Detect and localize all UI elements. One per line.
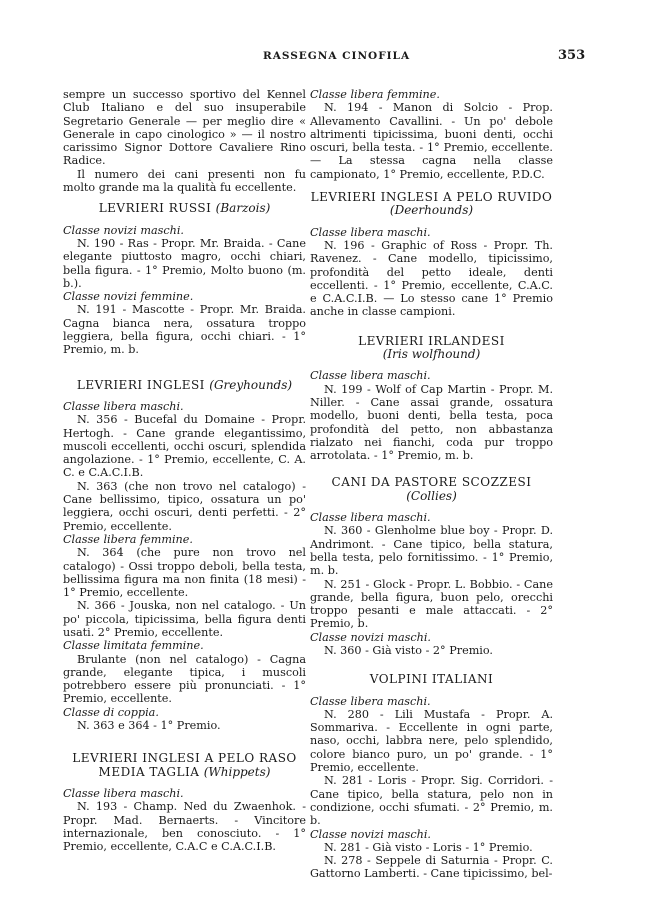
class-label: Classe di coppia. [63, 705, 159, 719]
section-heading-collies [310, 476, 553, 503]
class-label: Classe libera femmine. [63, 532, 193, 546]
section-title: LEVRIERI RUSSI [98, 201, 212, 216]
dog-entry: N. 360 - Glenholme blue boy - Propr. D. Andrimont. - Cane tipico, bella statura, bella testa, pelo fornitissimo. - 1° Premio, m. b. [310, 524, 553, 578]
class-label: Classe libera femmine. [310, 88, 440, 101]
class-label: Classe novizi maschi. [310, 630, 431, 644]
dog-entry: N. 363 (che non trovo nel catalogo) - Cane bellissimo, tipico, ossatura un po' leggiera, occhi oscuri, denti perfetti. - 2° Premio, eccellente. [63, 479, 306, 533]
dog-entry: N. 360 - Già visto - 2° Premio. [324, 643, 493, 657]
class-label: Classe libera maschi. [310, 511, 431, 525]
class-label: Classe libera maschi. [310, 225, 431, 239]
intro-paragraph: sempre un successo sportivo del Kennel Club Italiano e del suo insuperabile Segretario Generale — per meglio dire « Generale in capo cinologico » — il nostro carissimo Signor Dottore Cavaliere Rino Radice. [63, 88, 306, 168]
intro-paragraph: Il numero dei cani presenti non fu molto grande ma la qualità fu eccellente. [63, 167, 306, 195]
section-heading-levrieri-russi [63, 202, 306, 215]
class-label: Classe limitata femmine. [63, 639, 204, 653]
class-label: Classe novizi femmine. [63, 290, 194, 304]
dog-entry: N. 281 - Già visto - Loris - 1° Premio. [324, 840, 533, 854]
dog-entry: N. 196 - Graphic of Ross - Propr. Th. Ravenez. - Cane modello, tipicissimo, profondità del petto ideale, denti eccellenti. - 1° Premio, eccellente, C.A.C. e C.A.C.I.B. — Lo stesso cane 1° Premio anche in classe campioni. [310, 238, 553, 319]
section-title: LEVRIERI INGLESI A PELO RUVIDO [310, 190, 553, 205]
section-subtitle: (Iris wolfhound) [382, 347, 481, 362]
class-label: Classe libera maschi. [63, 786, 184, 800]
section-heading-deerhounds [310, 191, 553, 218]
section-subtitle: (Barzois) [215, 201, 271, 216]
dog-entry: N. 193 - Champ. Ned du Zwaenhok. - Propr. Mad. Bernaerts. - Vincitore internazionale, ben conosciuto. - 1° Premio, eccellente, C.A.C e C.A.C.I.B. [63, 800, 306, 854]
dog-entry: N. 191 - Mascotte - Propr. Mr. Braida. Cagna bianca nera, ossatura troppo leggiera, bella figura, occhi chiari. - 1° Premio, m. b. [63, 303, 306, 357]
running-title: RASSEGNA CINOFILA [263, 50, 411, 62]
class-label: Classe novizi maschi. [63, 223, 184, 237]
page-number: 353 [558, 48, 586, 63]
section-title: CANI DA PASTORE SCOZZESI [331, 475, 532, 490]
section-title: VOLPINI ITALIANI [369, 672, 494, 687]
section-heading-levrieri-irlandesi [310, 335, 553, 362]
class-label: Classe libera maschi. [310, 694, 431, 708]
section-title-line2: MEDIA TAGLIA [98, 764, 200, 779]
section-subtitle: (Whippets) [203, 764, 271, 779]
class-label: Classe libera maschi. [63, 399, 184, 413]
dog-entry: N. 278 - Seppele di Saturnia - Propr. C. Gattorno Lamberti. - Cane tipicissimo, bel- [310, 854, 553, 881]
section-heading-volpini-italiani [310, 673, 553, 686]
dog-entry: N. 190 - Ras - Propr. Mr. Braida. - Cane elegante piuttosto magro, occhi chiari, bella figura. - 1° Premio, Molto buono (m. b.). [63, 236, 306, 290]
section-subtitle: (Greyhounds) [209, 377, 293, 392]
section-subtitle: (Deerhounds) [389, 203, 474, 218]
right-column [310, 88, 553, 881]
section-subtitle: (Collies) [406, 488, 457, 503]
dog-entry: N. 194 - Manon di Solcio - Prop. Allevamento Cavallini. - Un po' debole altrimenti tipicissima, buoni denti, occhi oscuri, bella testa. - 1° Premio, eccellente. — La stessa cagna nella classe campionato, 1° Premio, eccellente, P.D.C. [310, 101, 553, 181]
dog-entry: N. 364 (che pure non trovo nel catalogo) - Ossi troppo deboli, bella testa, bellissima figura ma non finita (18 mesi) - 1° Premio, eccellente. [63, 546, 306, 600]
section-title: LEVRIERI IRLANDESI [358, 333, 505, 348]
dog-entry: N. 280 - Lili Mustafa - Propr. A. Sommariva. - Eccellente in ogni parte, naso, occhi, labbra nere, pelo splendido, colore bianco puro, un po' grande. - 1° Premio, eccellente. [310, 707, 553, 775]
left-column [63, 88, 306, 853]
dog-entry: N. 199 - Wolf of Cap Martin - Propr. M. Niller. - Cane assai grande, ossatura modello, buoni denti, bella testa, poca profondità del petto, non abbastanza rialzato nei fianchi, coda pur troppo arrotolata. - 1° Premio, m. b. [310, 382, 553, 463]
section-title: LEVRIERI INGLESI A PELO RASO [72, 751, 297, 766]
running-head [0, 48, 645, 68]
section-heading-levrieri-inglesi [63, 379, 306, 392]
section-heading-whippets [63, 752, 306, 779]
class-label: Classe libera maschi. [310, 369, 431, 383]
dog-entry: N. 251 - Glock - Propr. L. Bobbio. - Cane grande, bella figura, buon pelo, orecchi troppo pesanti e male attaccati. - 2° Premio, b. [310, 577, 553, 631]
dog-entry: N. 356 - Bucefal du Domaine - Propr. Hertogh. - Cane grande elegantissimo, muscoli eccellenti, occhi oscuri, splendida angolazione. - 1° Premio, eccellente, C. A. C. e C.A.C.I.B. [63, 413, 306, 480]
dog-entry: N. 366 - Jouska, non nel catalogo. - Un po' piccola, tipicissima, bella figura denti usati. 2° Premio, eccellente. [63, 599, 306, 639]
class-label: Classe novizi maschi. [310, 827, 431, 841]
dog-entry: Brulante (non nel catalogo) - Cagna grande, elegante tipica, i muscoli potrebbero essere più pronunciati. - 1° Premio, eccellente. [63, 652, 306, 706]
section-title: LEVRIERI INGLESI [76, 377, 205, 392]
dog-entry: N. 281 - Loris - Propr. Sig. Corridori. - Cane tipico, bella statura, pelo non in condizione, occhi sfumati. - 2° Premio, m. b. [310, 774, 553, 828]
dog-entry: N. 363 e 364 - 1° Premio. [77, 719, 221, 733]
